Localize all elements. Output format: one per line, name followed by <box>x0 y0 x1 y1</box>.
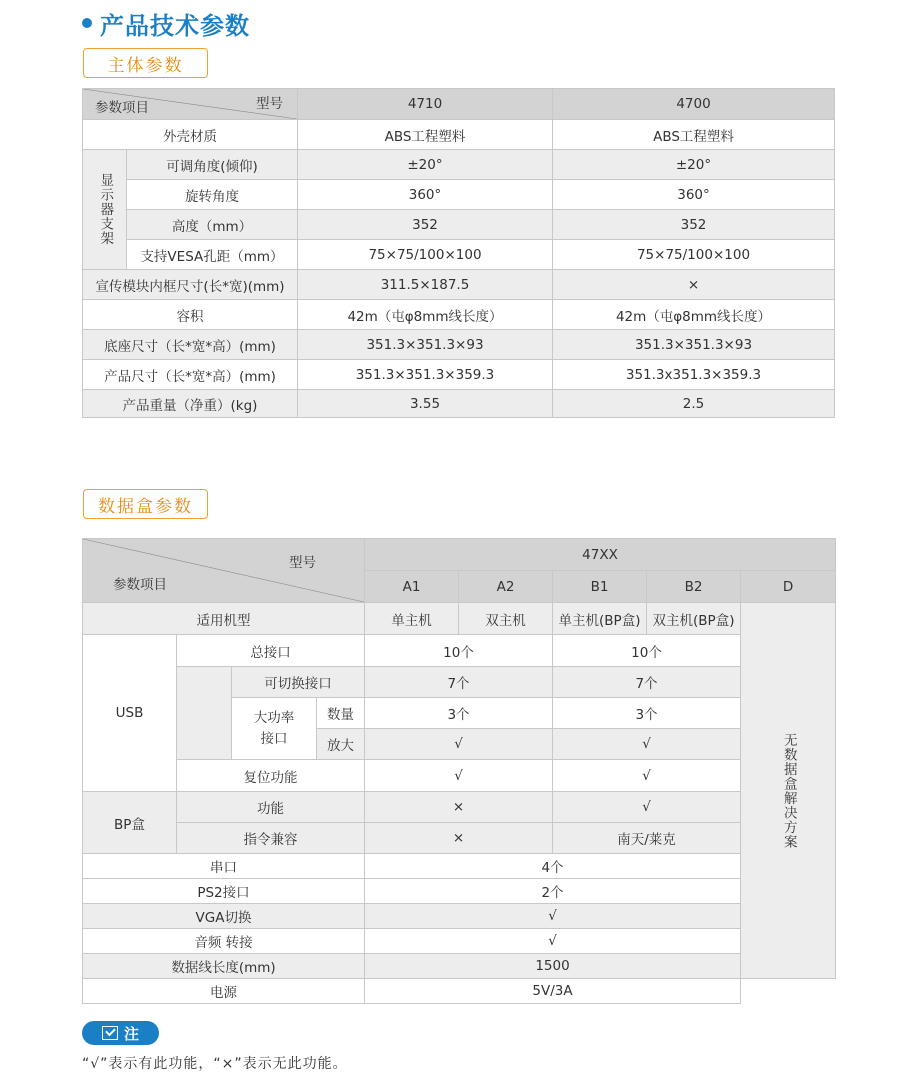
cell: 75×75/100×100 <box>298 240 553 270</box>
cell: √ <box>553 729 741 760</box>
bullet-dot-icon <box>82 18 92 28</box>
cell: 2.5 <box>553 390 835 418</box>
high-power-label: 大功率接口 <box>232 698 317 760</box>
usb-group-label: USB <box>83 635 177 792</box>
row-label: 音频 转接 <box>83 929 365 954</box>
row-label: 电源 <box>83 979 365 1004</box>
sub-a2: A2 <box>459 571 553 603</box>
cell: ABS工程塑料 <box>298 120 553 150</box>
main-params-table <box>82 88 835 418</box>
cell: × <box>553 270 835 300</box>
row-label: 放大 <box>317 729 365 760</box>
section-label-databox: 数据盒参数 <box>83 489 208 519</box>
cell: 360° <box>298 180 553 210</box>
page-title: 产品技术参数 <box>82 4 250 42</box>
row-label: VGA切换 <box>83 904 365 929</box>
row-label: 指令兼容 <box>177 823 365 854</box>
header-diagonal-cell <box>83 89 298 120</box>
usb-subgroup-blank <box>177 667 232 760</box>
cell: × <box>365 792 553 823</box>
cell: ±20° <box>553 150 835 180</box>
row-label: 产品尺寸（长*宽*高）(mm) <box>83 360 298 390</box>
cell: 单主机 <box>365 603 459 635</box>
row-label: 数量 <box>317 698 365 729</box>
row-label: 旋转角度 <box>127 180 298 210</box>
cell: × <box>365 823 553 854</box>
row-label: 支持VESA孔距（mm） <box>127 240 298 270</box>
row-label: 宣传模块内框尺寸(长*宽)(mm) <box>83 270 298 300</box>
cell: 双主机 <box>459 603 553 635</box>
cell: √ <box>365 929 741 954</box>
model-label: 型号 <box>289 555 316 571</box>
cell: 3个 <box>553 698 741 729</box>
header-diagonal-cell <box>83 539 365 603</box>
row-label: 底座尺寸（长*宽*高）(mm) <box>83 330 298 360</box>
cell: 7个 <box>553 667 741 698</box>
cell: 10个 <box>553 635 741 667</box>
d-note: 无数据盒解决方案 <box>741 603 836 979</box>
cell: 75×75/100×100 <box>553 240 835 270</box>
cell: 352 <box>553 210 835 240</box>
cell: √ <box>365 904 741 929</box>
cell: 351.3×351.3×93 <box>553 330 835 360</box>
sub-d: D <box>741 571 836 603</box>
sub-b2: B2 <box>647 571 741 603</box>
row-label: 可调角度(倾仰) <box>127 150 298 180</box>
row-label: PS2接口 <box>83 879 365 904</box>
cell: 5V/3A <box>365 979 741 1004</box>
cell: 360° <box>553 180 835 210</box>
row-label: 高度（mm） <box>127 210 298 240</box>
row-label: 适用机型 <box>83 603 365 635</box>
sub-a1: A1 <box>365 571 459 603</box>
cell: 352 <box>298 210 553 240</box>
param-label: 参数项目 <box>95 100 149 116</box>
cell: ±20° <box>298 150 553 180</box>
cell: 351.3×351.3×359.3 <box>298 360 553 390</box>
model-4710: 4710 <box>298 89 553 120</box>
cell: 42m（屯φ8mm线长度） <box>298 300 553 330</box>
cell: √ <box>365 729 553 760</box>
checkbox-icon <box>102 1026 118 1040</box>
section-label-main: 主体参数 <box>83 48 208 78</box>
row-label: 可切换接口 <box>232 667 365 698</box>
cell: 311.5×187.5 <box>298 270 553 300</box>
series-header: 47XX <box>365 539 836 571</box>
row-label: 外壳材质 <box>83 120 298 150</box>
cell: 7个 <box>365 667 553 698</box>
bp-group-label: BP盒 <box>83 792 177 854</box>
cell: 10个 <box>365 635 553 667</box>
cell: 2个 <box>365 879 741 904</box>
row-label: 产品重量（净重）(kg) <box>83 390 298 418</box>
cell: √ <box>365 760 553 792</box>
row-label: 复位功能 <box>177 760 365 792</box>
cell: √ <box>553 792 741 823</box>
model-4700: 4700 <box>553 89 835 120</box>
model-label: 型号 <box>256 96 283 112</box>
sub-b1: B1 <box>553 571 647 603</box>
cell: 351.3×351.3×93 <box>298 330 553 360</box>
cell: ABS工程塑料 <box>553 120 835 150</box>
cell: 3个 <box>365 698 553 729</box>
cell: 双主机(BP盒) <box>647 603 741 635</box>
param-label: 参数项目 <box>113 577 167 593</box>
row-label: 功能 <box>177 792 365 823</box>
row-label: 数据线长度(mm) <box>83 954 365 979</box>
cell: 42m（屯φ8mm线长度） <box>553 300 835 330</box>
cell: 3.55 <box>298 390 553 418</box>
stand-group-label: 显示器支架 <box>83 150 127 270</box>
cell: 单主机(BP盒) <box>553 603 647 635</box>
row-label: 容积 <box>83 300 298 330</box>
cell: 1500 <box>365 954 741 979</box>
note-text: “√”表示有此功能，“×”表示无此功能。 <box>82 1056 348 1072</box>
cell: 4个 <box>365 854 741 879</box>
row-label: 总接口 <box>177 635 365 667</box>
note-badge: 注 <box>82 1021 159 1045</box>
cell: 351.3x351.3×359.3 <box>553 360 835 390</box>
cell: 南天/莱克 <box>553 823 741 854</box>
databox-params-table <box>82 538 836 1004</box>
cell: √ <box>553 760 741 792</box>
row-label: 串口 <box>83 854 365 879</box>
